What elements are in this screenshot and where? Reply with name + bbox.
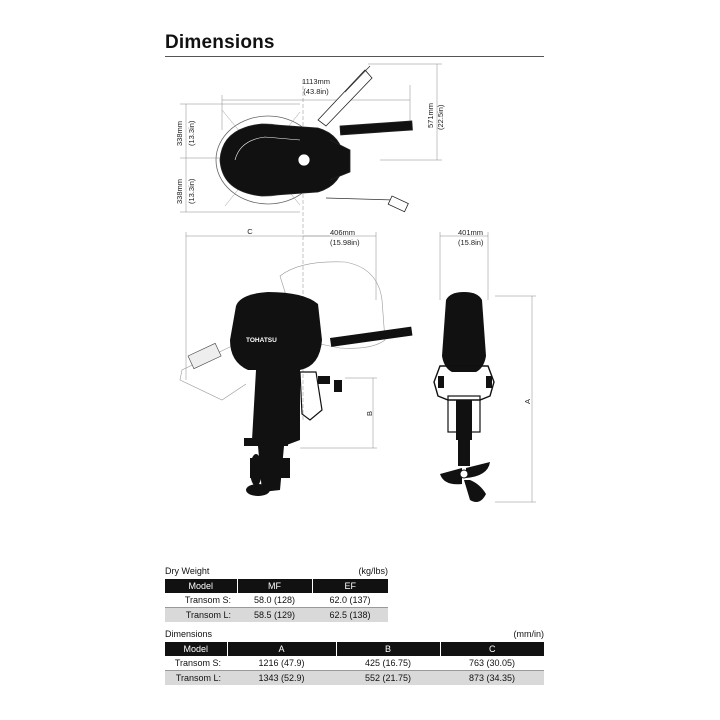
half-width-lower-inch-label: (13.3in) xyxy=(187,178,196,204)
table-row xyxy=(165,593,388,608)
dry-weight-table xyxy=(165,579,388,622)
cell: 425 (16.75) xyxy=(336,656,440,671)
cell: 62.5 (138) xyxy=(312,608,388,623)
table-header-row xyxy=(165,579,388,593)
cell: 1343 (52.9) xyxy=(227,671,336,686)
cell: 552 (21.75) xyxy=(336,671,440,686)
dimensions-table xyxy=(165,642,544,685)
rear-width-label: 401mm xyxy=(458,228,484,237)
row-label: Transom S: xyxy=(165,593,237,608)
header-mf: MF xyxy=(237,579,312,593)
rear-view xyxy=(434,292,494,502)
cell: 873 (34.35) xyxy=(440,671,544,686)
header-b: B xyxy=(336,642,440,656)
half-width-upper-inch-label: (13.3in) xyxy=(187,120,196,146)
cell: 58.0 (128) xyxy=(237,593,312,608)
half-width-upper-label: 338mm xyxy=(175,120,184,146)
dry-weight-unit: (kg/lbs) xyxy=(358,566,388,576)
page-title: Dimensions xyxy=(165,32,275,53)
half-width-lower-label: 338mm xyxy=(175,178,184,204)
top-width-inch-label: (43.8in) xyxy=(303,87,329,96)
header-a: A xyxy=(227,642,336,656)
table-header-row xyxy=(165,642,544,656)
dry-weight-caption: Dry Weight xyxy=(165,566,210,576)
row-label: Transom S: xyxy=(165,656,227,671)
b-label: B xyxy=(365,410,374,416)
table-row xyxy=(165,608,388,623)
cell: 763 (30.05) xyxy=(440,656,544,671)
cell: 58.5 (129) xyxy=(237,608,312,623)
dimensions-caption: Dimensions xyxy=(165,629,213,639)
tilt-reach-inch-label: (15.98in) xyxy=(330,238,360,247)
header-model: Model xyxy=(165,579,237,593)
brand-logo: TOHATSU xyxy=(246,337,277,344)
table-row xyxy=(165,656,544,671)
header-ef: EF xyxy=(312,579,388,593)
tiller-height-label: 571mm xyxy=(426,102,435,128)
dimensions-unit: (mm/in) xyxy=(513,629,544,639)
top-width-label: 1113mm xyxy=(301,77,331,86)
a-label: A xyxy=(523,398,532,404)
header-c: C xyxy=(440,642,544,656)
cell: 62.0 (137) xyxy=(312,593,388,608)
tiller-height-inch-label: (22.5in) xyxy=(436,104,445,130)
cell: 1216 (47.9) xyxy=(227,656,336,671)
c-label: C xyxy=(247,227,253,236)
header-model: Model xyxy=(165,642,227,656)
row-label: Transom L: xyxy=(165,671,227,686)
table-row xyxy=(165,671,544,686)
side-view xyxy=(180,262,412,496)
row-label: Transom L: xyxy=(165,608,237,623)
rear-width-inch-label: (15.8in) xyxy=(458,238,484,247)
tilt-reach-label: 406mm xyxy=(330,228,356,237)
